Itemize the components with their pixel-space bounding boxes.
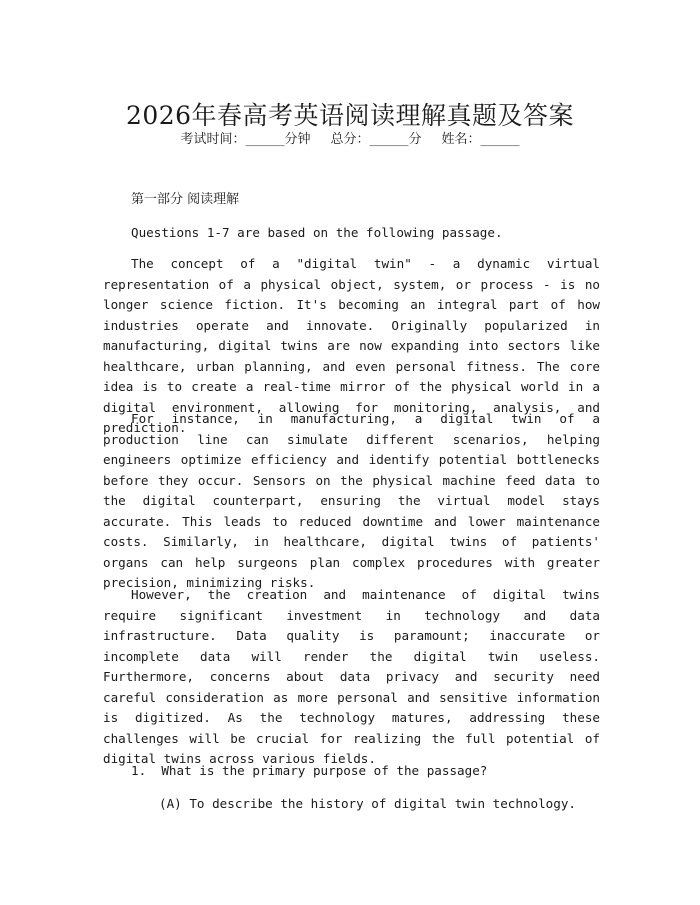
- exam-meta: [0, 131, 700, 149]
- passage-paragraph-2: For instance, in manufacturing, a digital twin of a production line can simulate different scenarios, helping engineers optimize efficiency and identify potential bottlenecks before they occur. Sensors on the physical machine feed data to the digital counterpart, ensuring the virtual model stays accurate. This leads to reduced downtime and lower maintenance costs. Similarly, in healthcare, digital twins of patients' organs can help surgeons plan complex procedures with greater precision, minimizing risks.: [103, 411, 600, 590]
- questions-lead: Questions 1-7 are based on the following passage.: [131, 225, 503, 240]
- passage-paragraph-3: However, the creation and maintenance of digital twins require significant investment in technology and data infrastructure. Data quality is paramount; inaccurate or incomplete data will render the digital twin useless. Furthermore, concerns about data privacy and security need careful consideration as more personal and sensitive information is digitized. As the technology matures, addressing these challenges will be crucial for realizing the full potential of digital twins across various fields.: [103, 587, 600, 766]
- passage-paragraph-1: The concept of a "digital twin" - a dynamic virtual representation of a physical object, system, or process - is no longer science fiction. It's becoming an integral part of how industries operate and innovate. Originally popularized in manufacturing, digital twins are now expanding into sectors like healthcare, urban planning, and even personal fitness. The core idea is to create a real-time mirror of the physical world in a digital environment, allowing for monitoring, analysis, and prediction.: [103, 256, 600, 435]
- exam-time: 考试时间：______分钟: [180, 132, 311, 147]
- question-1-option-a: (A) To describe the history of digital twin technology.: [159, 796, 577, 811]
- exam-score: 总分：______分: [330, 132, 422, 147]
- question-1: 1. What is the primary purpose of the passage?: [131, 763, 488, 778]
- section-title: 第一部分 阅读理解: [131, 192, 240, 207]
- exam-name: 姓名：______: [441, 132, 520, 147]
- page-title: 2026年春高考英语阅读理解真题及答案: [125, 100, 575, 130]
